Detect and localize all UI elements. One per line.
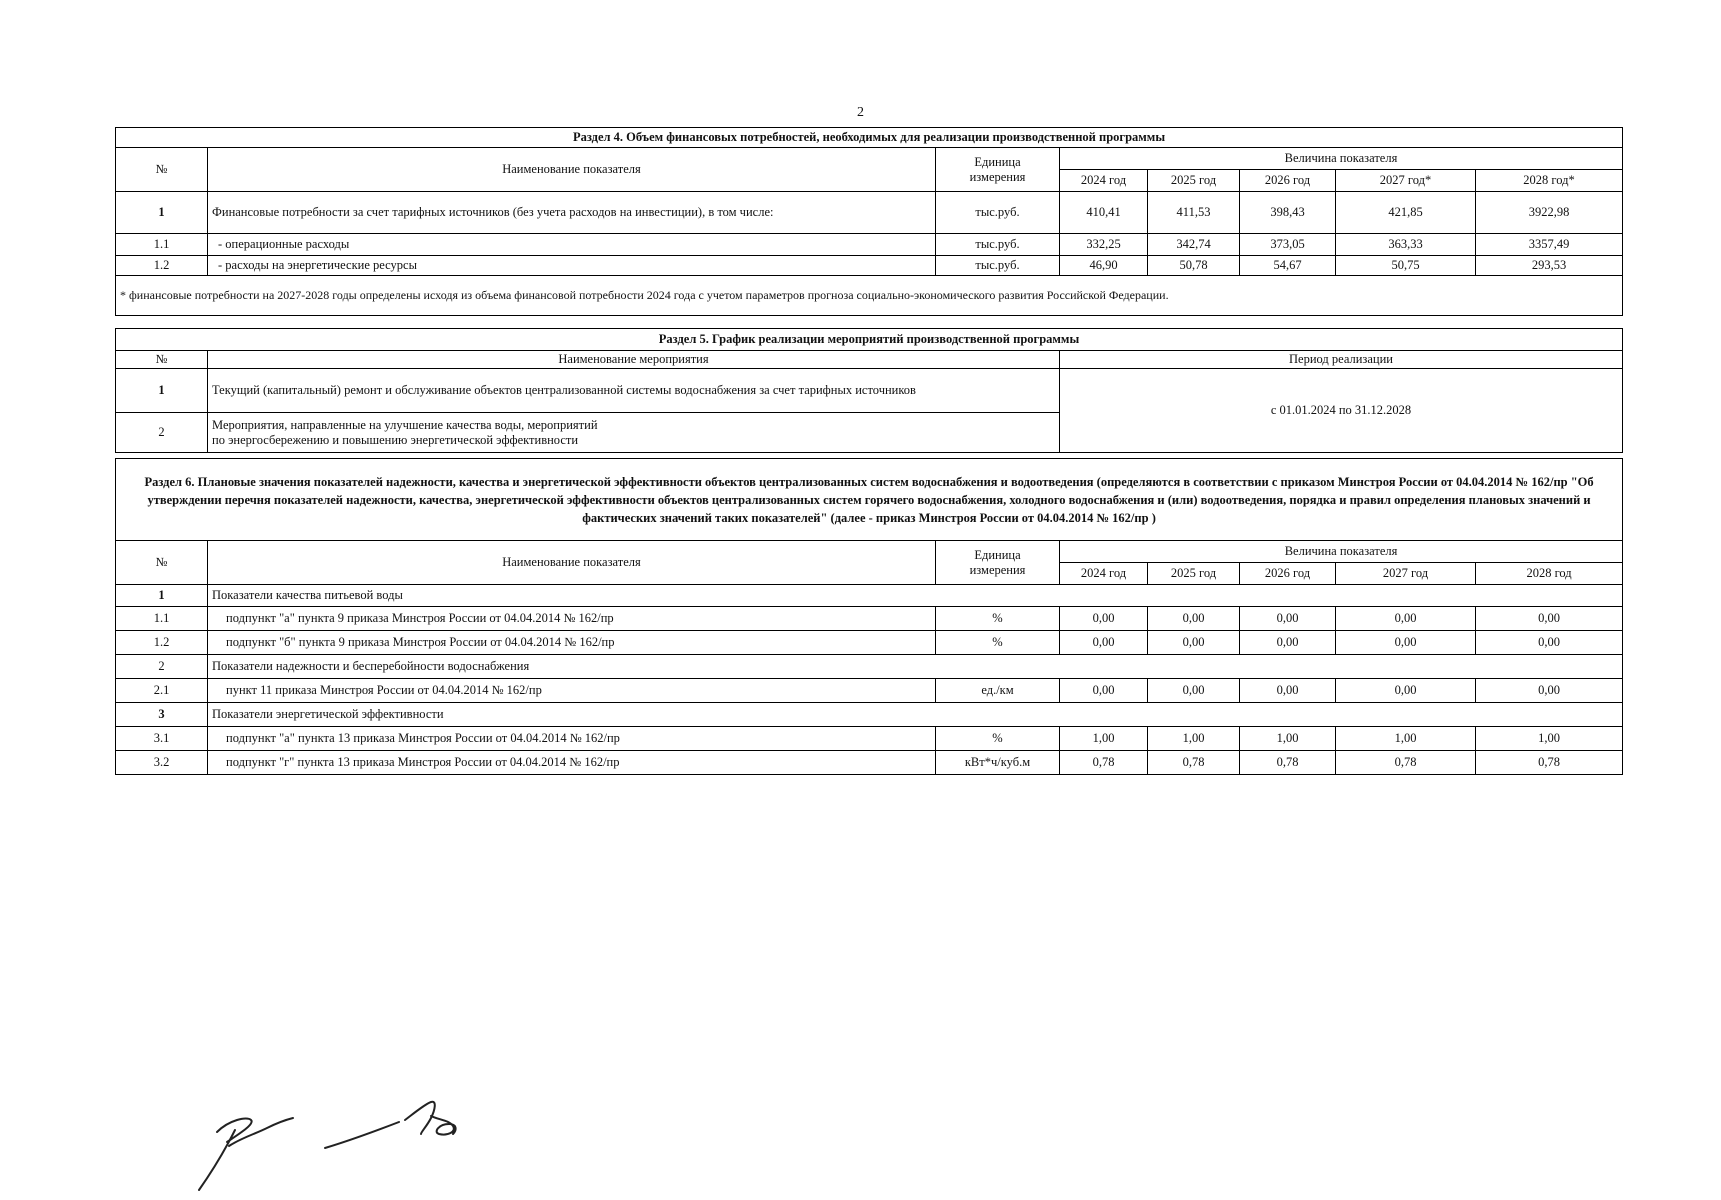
row-value: 0,00 xyxy=(1240,679,1336,703)
table-row xyxy=(116,234,1623,256)
table-row xyxy=(116,256,1623,276)
row-value: 398,43 xyxy=(1240,192,1336,234)
row-num: 2.1 xyxy=(116,679,208,703)
section5-table xyxy=(115,328,1623,453)
group-name: Показатели качества питьевой воды xyxy=(208,585,1623,607)
row-num: 1 xyxy=(116,369,208,413)
row-name: Финансовые потребности за счет тарифных источников (без учета расходов на инвестиции), в том числе: xyxy=(208,192,936,234)
header-year: 2024 год xyxy=(1060,170,1148,192)
section4-note: * финансовые потребности на 2027-2028 годы определены исходя из объема финансовой потребности 2024 года с учетом параметров прогноза социально-экономического развития Российской Федерации. xyxy=(116,276,1623,316)
row-name-line1: Мероприятия, направленные на улучшение качества воды, мероприятий xyxy=(212,417,598,432)
group-name: Показатели энергетической эффективности xyxy=(208,703,1623,727)
row-num: 3.1 xyxy=(116,727,208,751)
row-value: 46,90 xyxy=(1060,256,1148,276)
row-value: 0,78 xyxy=(1336,751,1476,775)
row-value: 0,00 xyxy=(1060,607,1148,631)
row-value: 0,00 xyxy=(1336,679,1476,703)
table-row xyxy=(116,607,1623,631)
page-number: 2 xyxy=(857,105,864,120)
row-unit: кВт*ч/куб.м xyxy=(936,751,1060,775)
table-row xyxy=(116,631,1623,655)
header-unit-line1: Единица xyxy=(974,547,1021,562)
row-name: подпункт "г" пункта 13 приказа Минстроя России от 04.04.2014 № 162/пр xyxy=(208,751,936,775)
group-name: Показатели надежности и бесперебойности водоснабжения xyxy=(208,655,1623,679)
table-row xyxy=(116,727,1623,751)
row-value: 50,75 xyxy=(1336,256,1476,276)
row-value: 0,78 xyxy=(1060,751,1148,775)
row-value: 1,00 xyxy=(1336,727,1476,751)
row-unit: тыс.руб. xyxy=(936,256,1060,276)
row-unit: тыс.руб. xyxy=(936,234,1060,256)
row-value: 0,00 xyxy=(1060,631,1148,655)
row-name-line2: по энергосбережению и повышению энергетической эффективности xyxy=(212,432,579,447)
group-num: 1 xyxy=(116,585,208,607)
row-value: 0,00 xyxy=(1476,607,1623,631)
header-year: 2026 год xyxy=(1240,563,1336,585)
table-row xyxy=(116,751,1623,775)
group-num: 2 xyxy=(116,655,208,679)
row-value: 0,00 xyxy=(1336,631,1476,655)
header-unit xyxy=(936,541,1060,585)
section6-title: Раздел 6. Плановые значения показателей надежности, качества и энергетической эффективности объектов централизованных систем водоснабжения и водоотведения (определяются в соответствии с приказом Минстроя России от 04.04.2014 № 162/пр "Об утверждении перечня показателей надежности, качества, энергетической эффективности объектов централизованных систем горячего водоснабжения, холодного водоснабжения и (или) водоотведения, порядка и правил определения плановых значений и фактических значений таких показателей" (далее - приказ Минстроя России от 04.04.2014 № 162/пр ) xyxy=(116,459,1623,541)
row-num: 1.1 xyxy=(116,607,208,631)
row-value: 1,00 xyxy=(1060,727,1148,751)
table-row xyxy=(116,192,1623,234)
row-value: 0,00 xyxy=(1060,679,1148,703)
row-value: 363,33 xyxy=(1336,234,1476,256)
row-unit: тыс.руб. xyxy=(936,192,1060,234)
row-value: 1,00 xyxy=(1240,727,1336,751)
header-year: 2024 год xyxy=(1060,563,1148,585)
row-num: 1.2 xyxy=(116,631,208,655)
row-value: 54,67 xyxy=(1240,256,1336,276)
row-name: Текущий (капитальный) ремонт и обслуживание объектов централизованной системы водоснабжения за счет тарифных источников xyxy=(208,369,1060,413)
header-unit-line1: Единица xyxy=(974,154,1021,169)
row-value: 0,00 xyxy=(1148,631,1240,655)
header-num: № xyxy=(116,351,208,369)
header-value: Величина показателя xyxy=(1060,148,1623,170)
row-num: 1.1 xyxy=(116,234,208,256)
section6-table xyxy=(115,458,1623,775)
row-value: 0,00 xyxy=(1240,631,1336,655)
group-row xyxy=(116,703,1623,727)
signature-image xyxy=(195,1090,515,1200)
row-value: 411,53 xyxy=(1148,192,1240,234)
header-year: 2027 год* xyxy=(1336,170,1476,192)
row-name: пункт 11 приказа Минстроя России от 04.04.2014 № 162/пр xyxy=(208,679,936,703)
group-num: 3 xyxy=(116,703,208,727)
section5-title: Раздел 5. График реализации мероприятий производственной программы xyxy=(116,329,1623,351)
section4-table xyxy=(115,127,1623,316)
header-period: Период реализации xyxy=(1060,351,1623,369)
row-value: 0,00 xyxy=(1240,607,1336,631)
header-year: 2028 год xyxy=(1476,563,1623,585)
row-num: 1.2 xyxy=(116,256,208,276)
row-value: 0,78 xyxy=(1148,751,1240,775)
row-value: 3922,98 xyxy=(1476,192,1623,234)
row-value: 342,74 xyxy=(1148,234,1240,256)
row-name xyxy=(208,413,1060,453)
row-name: - расходы на энергетические ресурсы xyxy=(208,256,936,276)
group-row xyxy=(116,585,1623,607)
header-unit-line2: измерения xyxy=(969,562,1026,577)
header-year: 2028 год* xyxy=(1476,170,1623,192)
row-value: 0,00 xyxy=(1148,607,1240,631)
row-value: 0,78 xyxy=(1476,751,1623,775)
header-name: Наименование показателя xyxy=(208,541,936,585)
row-unit: ед./км xyxy=(936,679,1060,703)
row-value: 0,00 xyxy=(1148,679,1240,703)
group-row xyxy=(116,655,1623,679)
header-name: Наименование мероприятия xyxy=(208,351,1060,369)
row-name: подпункт "а" пункта 9 приказа Минстроя России от 04.04.2014 № 162/пр xyxy=(208,607,936,631)
header-unit-line2: измерения xyxy=(969,169,1026,184)
header-num: № xyxy=(116,148,208,192)
row-value: 1,00 xyxy=(1148,727,1240,751)
row-value: 332,25 xyxy=(1060,234,1148,256)
row-value: 1,00 xyxy=(1476,727,1623,751)
row-num: 3.2 xyxy=(116,751,208,775)
header-value: Величина показателя xyxy=(1060,541,1623,563)
table-row xyxy=(116,369,1623,413)
period-value: с 01.01.2024 по 31.12.2028 xyxy=(1060,369,1623,453)
header-name: Наименование показателя xyxy=(208,148,936,192)
row-name: - операционные расходы xyxy=(208,234,936,256)
row-value: 0,00 xyxy=(1336,607,1476,631)
row-value: 421,85 xyxy=(1336,192,1476,234)
table-row xyxy=(116,679,1623,703)
header-unit xyxy=(936,148,1060,192)
row-num: 1 xyxy=(116,192,208,234)
row-unit: % xyxy=(936,607,1060,631)
header-num: № xyxy=(116,541,208,585)
row-unit: % xyxy=(936,727,1060,751)
row-value: 0,78 xyxy=(1240,751,1336,775)
header-year: 2027 год xyxy=(1336,563,1476,585)
row-value: 0,00 xyxy=(1476,631,1623,655)
row-value: 50,78 xyxy=(1148,256,1240,276)
row-value: 293,53 xyxy=(1476,256,1623,276)
row-value: 0,00 xyxy=(1476,679,1623,703)
header-year: 2025 год xyxy=(1148,170,1240,192)
section4-title: Раздел 4. Объем финансовых потребностей, необходимых для реализации производственной программы xyxy=(116,128,1623,148)
row-num: 2 xyxy=(116,413,208,453)
row-name: подпункт "а" пункта 13 приказа Минстроя России от 04.04.2014 № 162/пр xyxy=(208,727,936,751)
header-year: 2025 год xyxy=(1148,563,1240,585)
row-name: подпункт "б" пункта 9 приказа Минстроя России от 04.04.2014 № 162/пр xyxy=(208,631,936,655)
row-value: 373,05 xyxy=(1240,234,1336,256)
row-value: 3357,49 xyxy=(1476,234,1623,256)
row-value: 410,41 xyxy=(1060,192,1148,234)
row-unit: % xyxy=(936,631,1060,655)
header-year: 2026 год xyxy=(1240,170,1336,192)
